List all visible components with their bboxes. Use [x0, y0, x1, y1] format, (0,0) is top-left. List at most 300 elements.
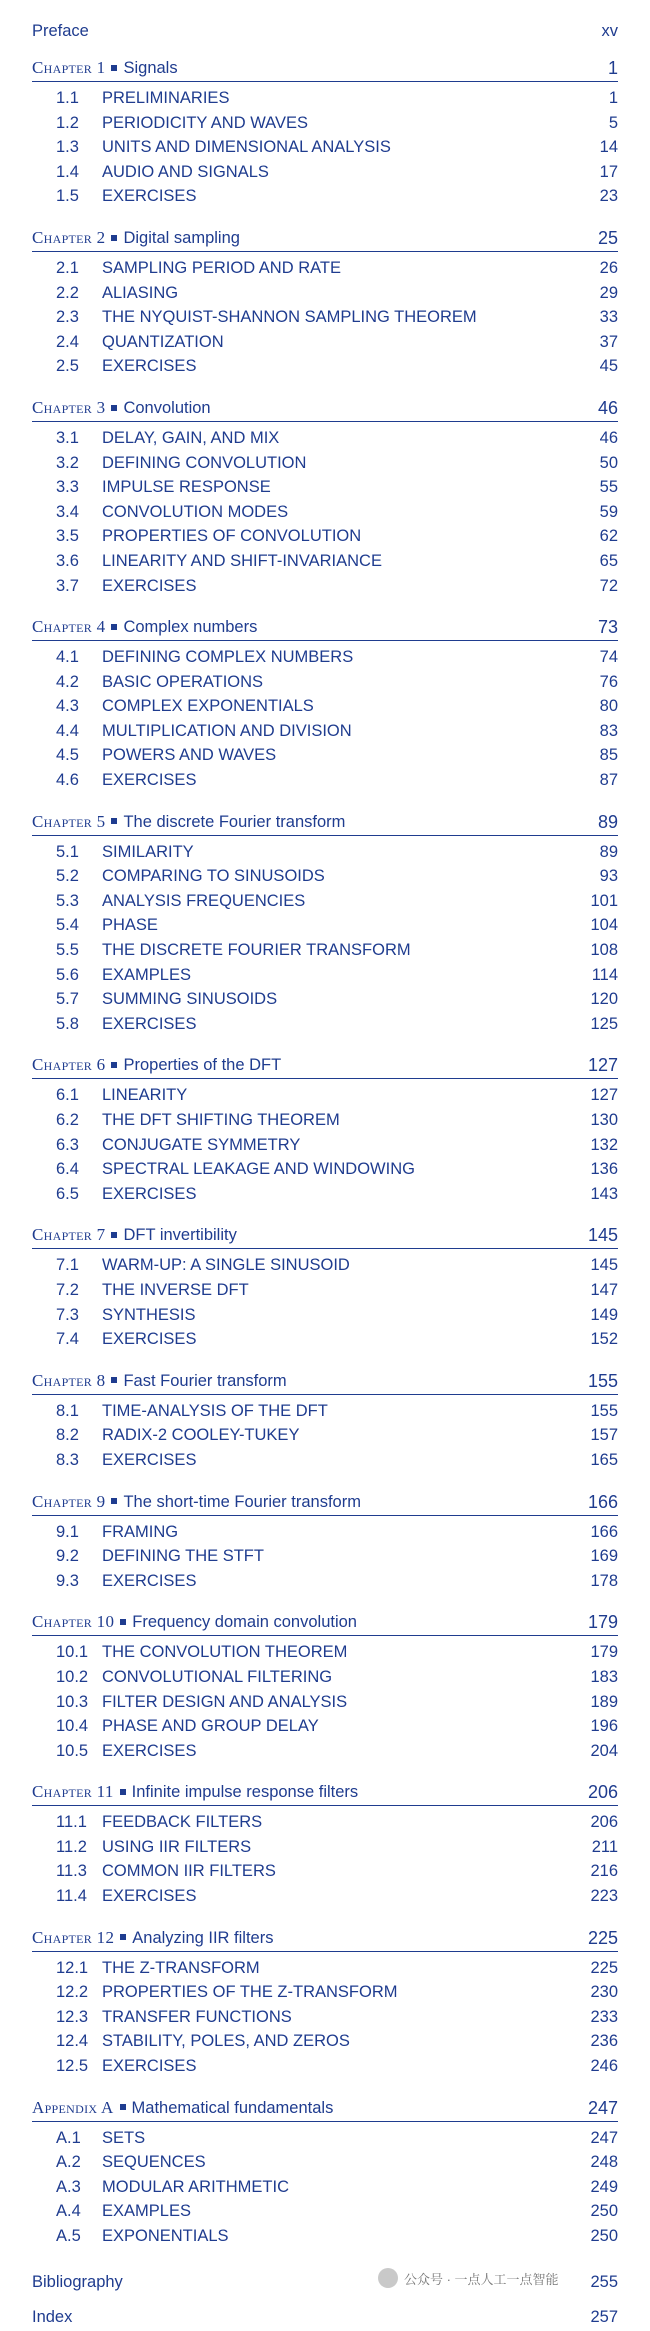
bullet-separator [120, 1789, 126, 1795]
section-title: PHASE AND GROUP DELAY [102, 1717, 319, 1736]
section-title: EXAMPLES [102, 965, 191, 984]
section-entry[interactable] [32, 1640, 618, 1665]
section-title: THE INVERSE DFT [102, 1280, 249, 1299]
section-page: 189 [590, 1692, 618, 1711]
section-entry[interactable] [32, 330, 618, 355]
chapter-title: Signals [123, 59, 178, 77]
chapter-page: 206 [587, 1782, 618, 1803]
section-page: 33 [599, 308, 618, 327]
chapter-number: Chapter 12 [32, 1927, 115, 1947]
chapter-heading[interactable] [32, 1368, 618, 1395]
section-entry[interactable] [32, 1884, 618, 1909]
section-entry[interactable] [32, 889, 618, 914]
section-entry[interactable] [32, 256, 618, 281]
section-title: EXERCISES [102, 187, 197, 206]
section-entry[interactable] [32, 1253, 618, 1278]
section-page: 216 [590, 1862, 618, 1881]
section-title: SEQUENCES [102, 2153, 206, 2172]
chapter-title: Digital sampling [123, 228, 240, 247]
section-number: A.1 [56, 2128, 81, 2147]
section-entry[interactable] [32, 1544, 618, 1569]
chapter-heading[interactable] [32, 395, 618, 422]
section-page: 37 [599, 332, 618, 351]
section-title: PROPERTIES OF CONVOLUTION [102, 527, 362, 546]
section-entry[interactable] [32, 2126, 618, 2151]
section-title: WARM-UP: A SINGLE SINUSOID [102, 1256, 350, 1275]
section-title: FEEDBACK FILTERS [102, 1813, 263, 1832]
toc-entry-preface[interactable] [32, 18, 618, 45]
section-number: 5.1 [56, 842, 79, 861]
section-entry[interactable] [32, 574, 618, 599]
section-entry[interactable] [32, 768, 618, 793]
section-page: 250 [590, 2227, 618, 2245]
section-entry[interactable] [32, 475, 618, 500]
section-page: 247 [590, 2128, 618, 2147]
section-entry[interactable] [32, 1133, 618, 1158]
chapter-number: Chapter 9 [32, 1491, 106, 1511]
section-page: 179 [590, 1643, 618, 1662]
section-number: 11.2 [56, 1837, 87, 1856]
section-entry[interactable] [32, 864, 618, 889]
section-title: PERIODICITY AND WAVES [102, 113, 308, 132]
section-list [32, 1640, 618, 1769]
section-entry[interactable] [32, 1327, 618, 1352]
section-title: EXAMPLES [102, 2202, 191, 2221]
chapter-page: 89 [597, 811, 618, 832]
section-entry[interactable] [32, 1423, 618, 1448]
section-title: IMPULSE RESPONSE [102, 478, 271, 497]
section-number: 5.6 [56, 965, 79, 984]
section-list [32, 86, 618, 215]
section-page: 114 [591, 965, 618, 984]
section-page: 223 [590, 1887, 618, 1906]
toc-entry-index[interactable] [32, 2304, 618, 2331]
section-number: 2.1 [56, 258, 79, 277]
section-entry[interactable] [32, 670, 618, 695]
section-title: FILTER DESIGN AND ANALYSIS [102, 1692, 348, 1711]
chapter-title: Complex numbers [123, 618, 258, 637]
section-page: 108 [590, 941, 618, 960]
section-page: 250 [590, 2202, 618, 2221]
section-title: EXERCISES [102, 1184, 197, 1203]
section-number: 4.2 [56, 672, 79, 691]
section-number: 3.5 [56, 527, 79, 546]
section-entry[interactable] [32, 1278, 618, 1303]
section-number: 12.4 [56, 2032, 89, 2051]
section-page: 80 [599, 697, 618, 716]
section-list [32, 2126, 618, 2255]
section-title: MULTIPLICATION AND DIVISION [102, 721, 352, 740]
section-number: 6.2 [56, 1111, 79, 1129]
section-title: USING IIR FILTERS [102, 1837, 252, 1856]
section-title: THE CONVOLUTION THEOREM [102, 1643, 348, 1662]
section-entry[interactable] [32, 524, 618, 549]
chapter-heading[interactable] [32, 1222, 618, 1249]
section-page: 211 [591, 1837, 618, 1856]
chapter-page: 127 [587, 1055, 618, 1076]
section-title: THE Z-TRANSFORM [102, 1958, 260, 1977]
section-number: 7.1 [56, 1256, 79, 1275]
chapter-number: Chapter 3 [32, 397, 106, 417]
section-page: 85 [599, 746, 618, 765]
section-entry[interactable] [32, 426, 618, 451]
section-title: DEFINING COMPLEX NUMBERS [102, 648, 354, 667]
section-title: POWERS AND WAVES [102, 746, 277, 765]
section-number: 6.1 [56, 1086, 79, 1105]
section-number: 5.8 [56, 1014, 79, 1033]
section-title: EXERCISES [102, 2057, 197, 2076]
section-number: 1.1 [56, 89, 79, 107]
section-page: 125 [590, 1014, 618, 1033]
section-number: 1.2 [56, 113, 79, 132]
entry-page: 255 [590, 2272, 618, 2291]
section-entry[interactable] [32, 743, 618, 768]
section-entry[interactable] [32, 1690, 618, 1715]
section-page: 72 [599, 576, 618, 595]
entry-title: Index [32, 2307, 73, 2326]
section-title: COMPARING TO SINUSOIDS [102, 867, 325, 886]
section-number: 11.1 [56, 1813, 87, 1832]
section-page: 233 [590, 2007, 618, 2026]
section-page: 183 [590, 1667, 618, 1686]
section-page: 152 [590, 1330, 618, 1349]
chapter-page: 247 [587, 2097, 618, 2118]
section-page: 196 [590, 1717, 618, 1736]
section-entry[interactable] [32, 719, 618, 744]
section-page: 50 [599, 453, 618, 472]
section-entry[interactable] [32, 1303, 618, 1328]
section-list [32, 1956, 618, 2085]
section-page: 76 [599, 672, 618, 691]
section-number: 1.5 [56, 187, 79, 206]
section-title: BASIC OPERATIONS [102, 672, 264, 691]
section-number: 5.2 [56, 867, 79, 886]
chapter-list [32, 55, 618, 2255]
chapter-heading[interactable] [32, 225, 618, 252]
section-title: EXERCISES [102, 1571, 197, 1590]
bullet-separator [111, 65, 117, 71]
section-page: 157 [590, 1426, 618, 1445]
section-title: EXERCISES [102, 576, 197, 595]
section-page: 93 [599, 867, 618, 886]
section-entry[interactable] [32, 913, 618, 938]
section-entry[interactable] [32, 2199, 618, 2224]
chapter-title: Infinite impulse response filters [131, 1783, 359, 1802]
section-number: A.3 [56, 2177, 81, 2196]
section-number: 10.3 [56, 1692, 89, 1711]
section-entry[interactable] [32, 1859, 618, 1884]
section-title: AUDIO AND SIGNALS [102, 162, 269, 181]
section-entry[interactable] [32, 963, 618, 988]
section-number: 3.2 [56, 453, 79, 472]
bullet-separator [111, 1377, 117, 1383]
section-page: 55 [599, 478, 618, 497]
section-number: 2.3 [56, 308, 79, 327]
bullet-separator [111, 818, 117, 824]
section-title: ANALYSIS FREQUENCIES [102, 891, 306, 910]
section-title: CONVOLUTIONAL FILTERING [102, 1667, 333, 1686]
section-title: SPECTRAL LEAKAGE AND WINDOWING [102, 1160, 415, 1179]
section-page: 120 [590, 990, 618, 1009]
section-entry[interactable] [32, 86, 618, 111]
section-title: DEFINING CONVOLUTION [102, 453, 307, 472]
section-number: 12.2 [56, 1983, 89, 2002]
section-entry[interactable] [32, 1665, 618, 1690]
chapter-title: Frequency domain convolution [132, 1613, 357, 1632]
chapter-title: Properties of the DFT [123, 1056, 282, 1075]
section-page: 65 [599, 551, 618, 570]
section-entry[interactable] [32, 2224, 618, 2249]
section-entry[interactable] [32, 111, 618, 136]
section-page: 89 [599, 842, 618, 861]
chapter-number: Chapter 6 [32, 1055, 106, 1075]
section-title: LINEARITY [102, 1086, 188, 1105]
section-page: 83 [599, 721, 618, 740]
section-number: 2.2 [56, 283, 79, 302]
section-title: QUANTIZATION [102, 332, 224, 351]
section-entry[interactable] [32, 1399, 618, 1424]
section-entry[interactable] [32, 2054, 618, 2079]
section-page: 166 [590, 1522, 618, 1541]
section-title: THE DFT SHIFTING THEOREM [102, 1111, 340, 1129]
section-page: 104 [590, 916, 618, 935]
chapter-heading[interactable] [32, 809, 618, 836]
section-title: SAMPLING PERIOD AND RATE [102, 258, 341, 277]
section-number: 6.4 [56, 1160, 79, 1179]
section-entry[interactable] [32, 2029, 618, 2054]
section-page: 45 [599, 357, 618, 376]
bullet-separator [111, 1232, 117, 1238]
section-entry[interactable] [32, 549, 618, 574]
wechat-logo-icon [378, 2268, 398, 2288]
section-entry[interactable] [32, 500, 618, 525]
section-entry[interactable] [32, 1569, 618, 1594]
bullet-separator [120, 1619, 126, 1625]
section-title: CONJUGATE SYMMETRY [102, 1135, 301, 1154]
section-entry[interactable] [32, 840, 618, 865]
section-number: 7.4 [56, 1330, 79, 1349]
section-entry[interactable] [32, 1520, 618, 1545]
watermark [378, 2262, 559, 2294]
section-entry[interactable] [32, 1956, 618, 1981]
bullet-separator [111, 1498, 117, 1504]
section-number: 4.3 [56, 697, 79, 716]
section-number: A.4 [56, 2202, 81, 2221]
section-entry[interactable] [32, 2175, 618, 2200]
section-page: 62 [599, 527, 618, 546]
section-entry[interactable] [32, 135, 618, 160]
bullet-separator [111, 405, 117, 411]
chapter-heading[interactable] [32, 1779, 618, 1806]
chapter-heading[interactable] [32, 55, 618, 82]
chapter-page: 73 [597, 617, 618, 638]
section-page: 23 [599, 187, 618, 206]
section-entry[interactable] [32, 2150, 618, 2175]
section-page: 1 [608, 89, 618, 107]
section-page: 130 [590, 1111, 618, 1129]
section-title: MODULAR ARITHMETIC [102, 2177, 290, 2196]
section-number: 3.7 [56, 576, 79, 595]
section-number: 2.5 [56, 357, 79, 376]
section-number: 12.5 [56, 2057, 89, 2076]
section-entry[interactable] [32, 2005, 618, 2030]
section-number: 10.1 [56, 1643, 89, 1662]
section-entry[interactable] [32, 694, 618, 719]
section-entry[interactable] [32, 1980, 618, 2005]
section-entry[interactable] [32, 184, 618, 209]
section-page: 178 [590, 1571, 618, 1590]
section-page: 74 [599, 648, 618, 667]
section-number: A.5 [56, 2227, 81, 2245]
section-entry[interactable] [32, 1714, 618, 1739]
section-entry[interactable] [32, 1108, 618, 1133]
chapter-heading[interactable] [32, 1052, 618, 1079]
chapter-heading[interactable] [32, 1925, 618, 1952]
section-title: ALIASING [102, 283, 179, 302]
section-page: 236 [590, 2032, 618, 2051]
section-list [32, 1083, 618, 1212]
entry-page: xv [601, 22, 618, 40]
section-entry[interactable] [32, 1157, 618, 1182]
section-title: LINEARITY AND SHIFT-INVARIANCE [102, 551, 382, 570]
section-number: 4.1 [56, 648, 79, 667]
chapter-number: Chapter 5 [32, 811, 106, 831]
section-entry[interactable] [32, 1810, 618, 1835]
section-list [32, 256, 618, 385]
chapter-title: Convolution [123, 398, 211, 417]
section-entry[interactable] [32, 1083, 618, 1108]
section-number: 9.1 [56, 1522, 79, 1541]
section-page: 206 [590, 1813, 618, 1832]
entry-title: Bibliography [32, 2272, 123, 2291]
section-page: 29 [599, 283, 618, 302]
section-entry[interactable] [32, 1182, 618, 1207]
chapter-page: 166 [587, 1491, 618, 1512]
table-of-contents [32, 18, 618, 2331]
chapter-number: Chapter 4 [32, 617, 106, 637]
section-entry[interactable] [32, 354, 618, 379]
chapter-page: 1 [607, 58, 618, 78]
chapter-title: Fast Fourier transform [123, 1371, 287, 1390]
chapter-page: 46 [597, 397, 618, 418]
section-page: 249 [590, 2177, 618, 2196]
section-list [32, 1520, 618, 1600]
section-page: 147 [590, 1280, 618, 1299]
chapter-number: Chapter 8 [32, 1370, 106, 1390]
section-number: 1.3 [56, 138, 79, 157]
section-number: 11.4 [56, 1887, 87, 1906]
section-title: THE NYQUIST-SHANNON SAMPLING THEOREM [102, 308, 477, 327]
chapter-heading[interactable] [32, 1609, 618, 1636]
bullet-separator [120, 1934, 126, 1940]
section-number: 5.7 [56, 990, 79, 1009]
section-page: 59 [599, 502, 618, 521]
section-title: TIME-ANALYSIS OF THE DFT [102, 1401, 328, 1420]
section-number: 5.3 [56, 891, 79, 910]
chapter-page: 225 [587, 1927, 618, 1948]
section-number: 8.1 [56, 1401, 79, 1420]
section-number: 3.3 [56, 478, 79, 497]
section-page: 143 [590, 1184, 618, 1203]
section-title: SETS [102, 2128, 146, 2147]
section-title: EXERCISES [102, 1014, 197, 1033]
chapter-heading[interactable] [32, 1489, 618, 1516]
section-list [32, 645, 618, 799]
chapter-number: Chapter 2 [32, 227, 106, 247]
section-title: COMPLEX EXPONENTIALS [102, 697, 314, 716]
section-page: 14 [599, 138, 618, 157]
section-number: 11.3 [56, 1862, 87, 1881]
section-entry[interactable] [32, 160, 618, 185]
section-page: 204 [590, 1741, 618, 1760]
section-title: EXPONENTIALS [102, 2227, 229, 2245]
section-title: DELAY, GAIN, AND MIX [102, 428, 280, 447]
section-entry[interactable] [32, 645, 618, 670]
section-number: 8.3 [56, 1450, 79, 1469]
section-entry[interactable] [32, 451, 618, 476]
chapter-page: 179 [587, 1612, 618, 1633]
section-page: 26 [599, 258, 618, 277]
chapter-title: The short-time Fourier transform [123, 1492, 361, 1511]
section-title: STABILITY, POLES, AND ZEROS [102, 2032, 350, 2051]
chapter-number: Chapter 1 [32, 58, 106, 77]
section-page: 145 [590, 1256, 618, 1275]
section-title: PRELIMINARIES [102, 89, 230, 107]
section-list [32, 426, 618, 604]
chapter-number: Appendix A [32, 2097, 114, 2117]
chapter-title: Analyzing IIR filters [132, 1928, 274, 1947]
section-page: 149 [590, 1305, 618, 1324]
chapter-title: The discrete Fourier transform [123, 812, 346, 831]
section-title: SUMMING SINUSOIDS [102, 990, 278, 1009]
section-title: FRAMING [102, 1522, 179, 1541]
section-entry[interactable] [32, 1835, 618, 1860]
section-page: 248 [590, 2153, 618, 2172]
entry-page: 257 [590, 2307, 618, 2326]
chapter-heading[interactable] [32, 2095, 618, 2122]
section-number: 2.4 [56, 332, 79, 351]
section-entry[interactable] [32, 1012, 618, 1037]
section-number: 12.3 [56, 2007, 89, 2026]
entry-title: Preface [32, 22, 89, 40]
section-title: TRANSFER FUNCTIONS [102, 2007, 292, 2026]
section-entry[interactable] [32, 1448, 618, 1473]
section-page: 127 [590, 1086, 618, 1105]
section-number: 5.5 [56, 941, 79, 960]
section-title: EXERCISES [102, 1741, 197, 1760]
chapter-number: Chapter 10 [32, 1612, 115, 1632]
chapter-title: Mathematical fundamentals [131, 2098, 334, 2117]
bullet-separator [111, 1062, 117, 1068]
section-page: 87 [599, 771, 618, 790]
section-number: 9.2 [56, 1547, 79, 1566]
section-entry[interactable] [32, 281, 618, 306]
section-number: 3.6 [56, 551, 79, 570]
section-title: DEFINING THE STFT [102, 1547, 264, 1566]
section-page: 230 [590, 1983, 618, 2002]
section-number: 6.5 [56, 1184, 79, 1203]
section-entry[interactable] [32, 305, 618, 330]
section-list [32, 1399, 618, 1479]
section-title: THE DISCRETE FOURIER TRANSFORM [102, 941, 411, 960]
section-entry[interactable] [32, 987, 618, 1012]
chapter-heading[interactable] [32, 614, 618, 641]
section-number: 4.5 [56, 746, 79, 765]
chapter-number: Chapter 7 [32, 1225, 106, 1245]
section-entry[interactable] [32, 1739, 618, 1764]
section-title: EXERCISES [102, 1330, 197, 1349]
section-entry[interactable] [32, 938, 618, 963]
